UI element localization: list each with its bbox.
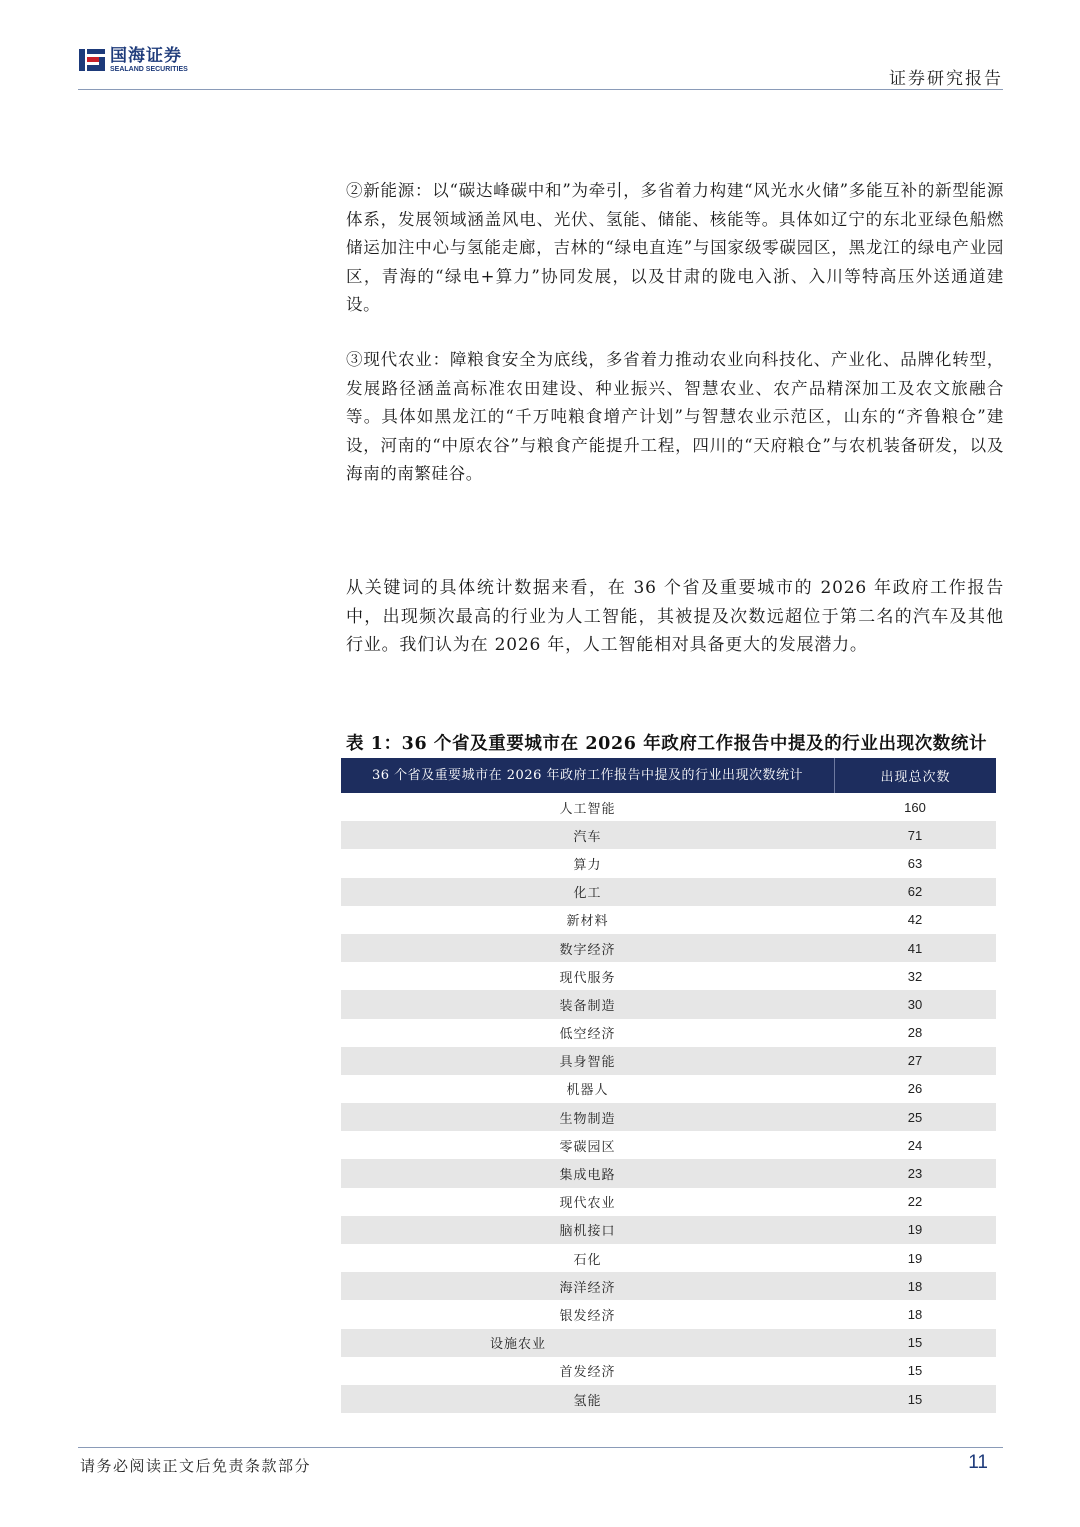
count-cell: 19 (907, 1222, 923, 1238)
table-row (341, 1047, 996, 1075)
table-row (341, 962, 996, 990)
count-cell: 42 (907, 912, 923, 928)
industry-cell: 零碳园区 (559, 1139, 616, 1155)
count-cell: 26 (907, 1081, 923, 1097)
table-row (341, 990, 996, 1018)
table-row (341, 1019, 996, 1047)
report-type-label: 证券研究报告 (889, 69, 1003, 89)
logo-chinese-text: 国海证券 (110, 45, 182, 66)
count-cell: 15 (907, 1391, 923, 1407)
table-row (341, 1329, 996, 1357)
table-row (341, 849, 996, 877)
table-row (341, 1385, 996, 1413)
industry-cell: 化工 (573, 886, 602, 902)
industry-cell: 汽车 (573, 829, 602, 845)
footer-divider (78, 1447, 1003, 1448)
industry-count-table (341, 758, 996, 1413)
paragraph-summary: 从关键词的具体统计数据来看，在 36 个省及重要城市的 2026 年政府工作报告中，出现频次最高的行业为人工智能，其被提及次数远超位于第二名的汽车及其他行业。我们认为在 2026 年，人工智能相对具备更大的发展潜力。 (346, 578, 1004, 655)
table-row (341, 1244, 996, 1272)
count-cell: 62 (907, 884, 923, 900)
page-number: 11 (968, 1452, 988, 1473)
industry-cell: 数字经济 (559, 942, 616, 958)
industry-cell: 低空经济 (559, 1027, 616, 1043)
company-logo (78, 46, 188, 74)
industry-cell: 现代农业 (559, 1196, 616, 1212)
table-row (341, 878, 996, 906)
industry-cell: 算力 (573, 857, 602, 873)
sealand-logo-icon (78, 46, 106, 74)
table-header-industry: 36 个省及重要城市在 2026 年政府工作报告中提及的行业出现次数统计 (341, 758, 835, 793)
table-body (341, 793, 996, 1413)
count-cell: 30 (907, 996, 923, 1012)
industry-cell: 海洋经济 (559, 1280, 616, 1296)
industry-cell: 生物制造 (559, 1111, 616, 1127)
count-cell: 41 (907, 940, 923, 956)
industry-cell: 新材料 (566, 914, 609, 930)
table-row (341, 1159, 996, 1187)
table-row (341, 1188, 996, 1216)
industry-cell: 首发经济 (559, 1365, 616, 1381)
count-cell: 63 (907, 855, 923, 871)
table-row (341, 793, 996, 821)
header-divider (78, 89, 1003, 90)
table-row (341, 906, 996, 934)
count-cell: 22 (907, 1194, 923, 1210)
count-cell: 71 (907, 827, 923, 843)
count-cell: 18 (907, 1278, 923, 1294)
count-cell: 28 (907, 1025, 923, 1041)
table-row (341, 821, 996, 849)
disclaimer-note: 请务必阅读正文后免责条款部分 (80, 1457, 312, 1475)
paragraph-new-energy: ②新能源：以“碳达峰碳中和”为牵引，多省着力构建“风光水火储”多能互补的新型能源体系，发展领域涵盖风电、光伏、氢能、储能、核能等。具体如辽宁的东北亚绿色船燃储运加注中心与氢能走廊，吉林的“绿电直连”与国家级零碳园区，黑龙江的绿电产业园区，青海的“绿电+算力”协同发展，以及甘肃的陇电入浙、入川等特高压外送通道建设。 (346, 181, 1004, 314)
industry-cell: 脑机接口 (559, 1224, 616, 1240)
count-cell: 23 (907, 1166, 923, 1182)
table-row (341, 1300, 996, 1328)
count-cell: 18 (907, 1306, 923, 1322)
industry-cell: 机器人 (566, 1083, 609, 1099)
count-cell: 27 (907, 1053, 923, 1069)
count-cell: 160 (904, 799, 926, 815)
count-cell: 19 (907, 1250, 923, 1266)
count-cell: 15 (907, 1335, 923, 1351)
table-header-count: 出现总次数 (880, 770, 951, 785)
table-row (341, 1075, 996, 1103)
table-title: 表 1：36 个省及重要城市在 2026 年政府工作报告中提及的行业出现次数统计 (346, 734, 988, 754)
table-row (341, 1272, 996, 1300)
industry-cell: 集成电路 (559, 1168, 616, 1184)
table-header-row (341, 758, 996, 793)
count-cell: 24 (907, 1137, 923, 1153)
table-row (341, 1216, 996, 1244)
industry-cell: 石化 (573, 1252, 602, 1268)
industry-cell: 具身智能 (559, 1055, 616, 1071)
logo-english-text: SEALAND SECURITIES (110, 65, 188, 73)
count-cell: 32 (907, 968, 923, 984)
industry-cell: 人工智能 (559, 801, 616, 817)
table-row (341, 1357, 996, 1385)
table-row (341, 934, 996, 962)
count-cell: 15 (907, 1363, 923, 1379)
industry-cell: 装备制造 (559, 998, 616, 1014)
table-row (341, 1103, 996, 1131)
industry-cell: 银发经济 (559, 1308, 616, 1324)
industry-cell: 氢能 (573, 1393, 602, 1409)
table-row (341, 1131, 996, 1159)
paragraph-modern-agriculture: ③现代农业：障粮食安全为底线，多省着力推动农业向科技化、产业化、品牌化转型，发展路径涵盖高标准农田建设、种业振兴、智慧农业、农产品精深加工及农文旅融合等。具体如黑龙江的“千万吨粮食增产计划”与智慧农业示范区，山东的“齐鲁粮仓”建设，河南的“中原农谷”与粮食产能提升工程，四川的“天府粮仓”与农机装备研发，以及海南的南繁硅谷。 (346, 350, 1004, 483)
industry-cell: 设施农业 (490, 1337, 547, 1353)
page-header (78, 42, 1003, 92)
count-cell: 25 (907, 1109, 923, 1125)
industry-cell: 现代服务 (559, 970, 616, 986)
